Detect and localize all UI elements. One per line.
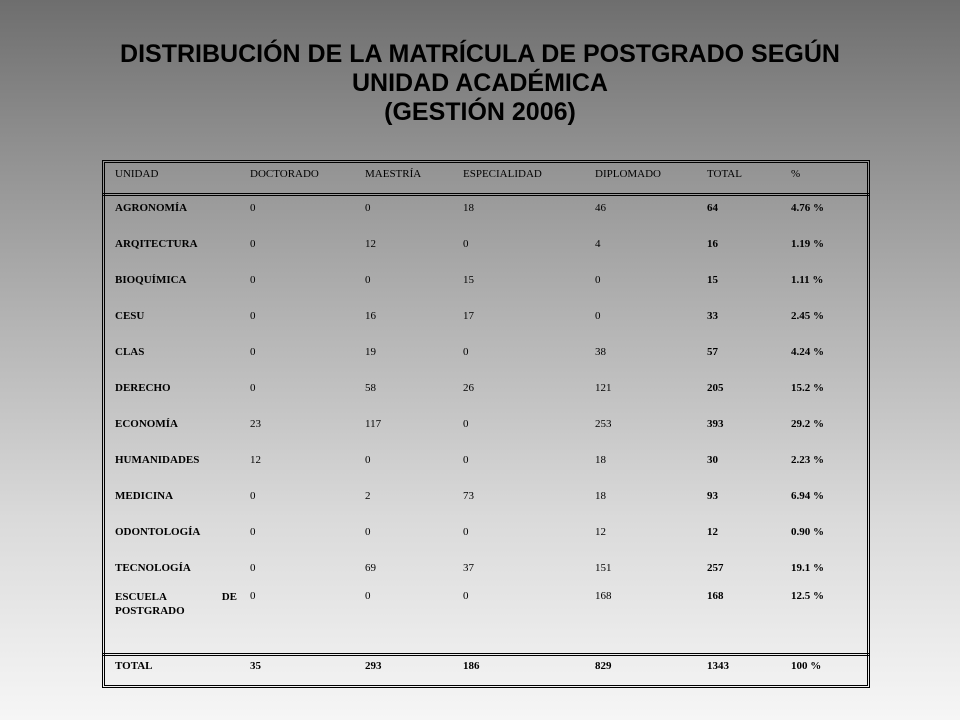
diplomado-cell: 12 xyxy=(595,526,606,538)
percent-cell: 4.76 % xyxy=(791,202,824,214)
especialidad-cell: 0 xyxy=(463,590,469,602)
maestria-cell: 0 xyxy=(365,454,371,466)
header-cell-diplomado: DIPLOMADO xyxy=(595,168,661,180)
percent-cell: 15.2 % xyxy=(791,382,824,394)
doctorado-cell: 0 xyxy=(250,490,256,502)
total-cell: 93 xyxy=(707,490,718,502)
diplomado-cell: 0 xyxy=(595,274,601,286)
table-row xyxy=(105,202,867,226)
header-cell-maestria: MAESTRÍA xyxy=(365,168,422,180)
header-cell-unidad: UNIDAD xyxy=(115,168,159,180)
especialidad-cell: 26 xyxy=(463,382,474,394)
percent-cell: 1.11 % xyxy=(791,274,824,286)
maestria-cell: 0 xyxy=(365,526,371,538)
maestria-cell: 117 xyxy=(365,418,382,430)
total-cell: 64 xyxy=(707,202,718,214)
doctorado-cell: 0 xyxy=(250,562,256,574)
especialidad-cell: 0 xyxy=(463,238,469,250)
maestria-cell: 69 xyxy=(365,562,376,574)
total-cell: 205 xyxy=(707,382,724,394)
unit-cell: ECONOMÍA xyxy=(115,418,178,430)
diplomado-cell: 253 xyxy=(595,418,612,430)
total-percent-cell: 100 % xyxy=(791,660,822,672)
table-row xyxy=(105,454,867,478)
diplomado-cell: 18 xyxy=(595,490,606,502)
total-especialidad-cell: 186 xyxy=(463,660,480,672)
total-cell: 168 xyxy=(707,590,724,602)
percent-cell: 19.1 % xyxy=(791,562,824,574)
unit-cell: ODONTOLOGÍA xyxy=(115,526,201,538)
unit-cell: HUMANIDADES xyxy=(115,454,200,466)
unit-cell: MEDICINA xyxy=(115,490,174,502)
diplomado-cell: 151 xyxy=(595,562,612,574)
header-divider xyxy=(102,193,870,196)
total-label-cell: TOTAL xyxy=(115,660,153,672)
total-cell: 12 xyxy=(707,526,718,538)
unit-cell: DERECHO xyxy=(115,382,171,394)
header-cell-doctorado: DOCTORADO xyxy=(250,168,319,180)
unit-cell: BIOQUÍMICA xyxy=(115,274,187,286)
maestria-cell: 0 xyxy=(365,202,371,214)
header-cell-percent: % xyxy=(791,168,801,180)
diplomado-cell: 4 xyxy=(595,238,601,250)
table-row xyxy=(105,238,867,262)
unit-cell: TECNOLOGÍA xyxy=(115,562,191,574)
especialidad-cell: 0 xyxy=(463,418,469,430)
grand-total-cell: 1343 xyxy=(707,660,729,672)
total-cell: 257 xyxy=(707,562,724,574)
table-row xyxy=(105,382,867,406)
diplomado-cell: 38 xyxy=(595,346,606,358)
maestria-cell: 0 xyxy=(365,590,371,602)
percent-cell: 12.5 % xyxy=(791,590,824,602)
percent-cell: 6.94 % xyxy=(791,490,824,502)
especialidad-cell: 0 xyxy=(463,526,469,538)
total-divider xyxy=(102,653,870,656)
table-row xyxy=(105,590,867,630)
percent-cell: 1.19 % xyxy=(791,238,824,250)
total-maestria-cell: 293 xyxy=(365,660,382,672)
especialidad-cell: 18 xyxy=(463,202,474,214)
total-doctorado-cell: 35 xyxy=(250,660,261,672)
doctorado-cell: 23 xyxy=(250,418,261,430)
table-total-row xyxy=(105,660,867,684)
percent-cell: 4.24 % xyxy=(791,346,824,358)
total-cell: 57 xyxy=(707,346,718,358)
doctorado-cell: 0 xyxy=(250,310,256,322)
unit-cell: ARQITECTURA xyxy=(115,238,198,250)
doctorado-cell: 0 xyxy=(250,346,256,358)
title-line-3: (GESTIÓN 2006) xyxy=(384,98,576,126)
doctorado-cell: 0 xyxy=(250,526,256,538)
maestria-cell: 58 xyxy=(365,382,376,394)
doctorado-cell: 0 xyxy=(250,202,256,214)
table-header-row xyxy=(105,168,867,192)
total-cell: 15 xyxy=(707,274,718,286)
especialidad-cell: 73 xyxy=(463,490,474,502)
unit-cell: ESCUELA DE POSTGRADO xyxy=(115,591,237,617)
diplomado-cell: 0 xyxy=(595,310,601,322)
header-cell-total: TOTAL xyxy=(707,168,742,180)
table-row xyxy=(105,526,867,550)
total-cell: 16 xyxy=(707,238,718,250)
especialidad-cell: 37 xyxy=(463,562,474,574)
especialidad-cell: 17 xyxy=(463,310,474,322)
table-row xyxy=(105,490,867,514)
header-cell-especialidad: ESPECIALIDAD xyxy=(463,168,542,180)
table-row xyxy=(105,562,867,586)
percent-cell: 2.23 % xyxy=(791,454,824,466)
unit-cell: AGRONOMÍA xyxy=(115,202,188,214)
doctorado-cell: 0 xyxy=(250,238,256,250)
total-cell: 30 xyxy=(707,454,718,466)
especialidad-cell: 15 xyxy=(463,274,474,286)
table-row xyxy=(105,310,867,334)
percent-cell: 2.45 % xyxy=(791,310,824,322)
maestria-cell: 0 xyxy=(365,274,371,286)
total-cell: 393 xyxy=(707,418,724,430)
diplomado-cell: 18 xyxy=(595,454,606,466)
unit-cell: CLAS xyxy=(115,346,145,358)
diplomado-cell: 168 xyxy=(595,590,612,602)
title-line-2: UNIDAD ACADÉMICA xyxy=(351,69,608,97)
doctorado-cell: 12 xyxy=(250,454,261,466)
diplomado-cell: 121 xyxy=(595,382,612,394)
table-row xyxy=(105,346,867,370)
percent-cell: 0.90 % xyxy=(791,526,824,538)
title-line-1: DISTRIBUCIÓN DE LA MATRÍCULA DE POSTGRADO SEGÚN xyxy=(120,40,840,68)
especialidad-cell: 0 xyxy=(463,346,469,358)
doctorado-cell: 0 xyxy=(250,590,256,602)
total-diplomado-cell: 829 xyxy=(595,660,612,672)
maestria-cell: 2 xyxy=(365,490,371,502)
maestria-cell: 16 xyxy=(365,310,376,322)
table-row xyxy=(105,418,867,442)
diplomado-cell: 46 xyxy=(595,202,606,214)
doctorado-cell: 0 xyxy=(250,274,256,286)
enrollment-table xyxy=(102,160,870,688)
especialidad-cell: 0 xyxy=(463,454,469,466)
total-cell: 33 xyxy=(707,310,718,322)
page-title xyxy=(0,40,960,127)
maestria-cell: 12 xyxy=(365,238,376,250)
doctorado-cell: 0 xyxy=(250,382,256,394)
table-row xyxy=(105,274,867,298)
unit-cell: CESU xyxy=(115,310,145,322)
percent-cell: 29.2 % xyxy=(791,418,824,430)
maestria-cell: 19 xyxy=(365,346,376,358)
